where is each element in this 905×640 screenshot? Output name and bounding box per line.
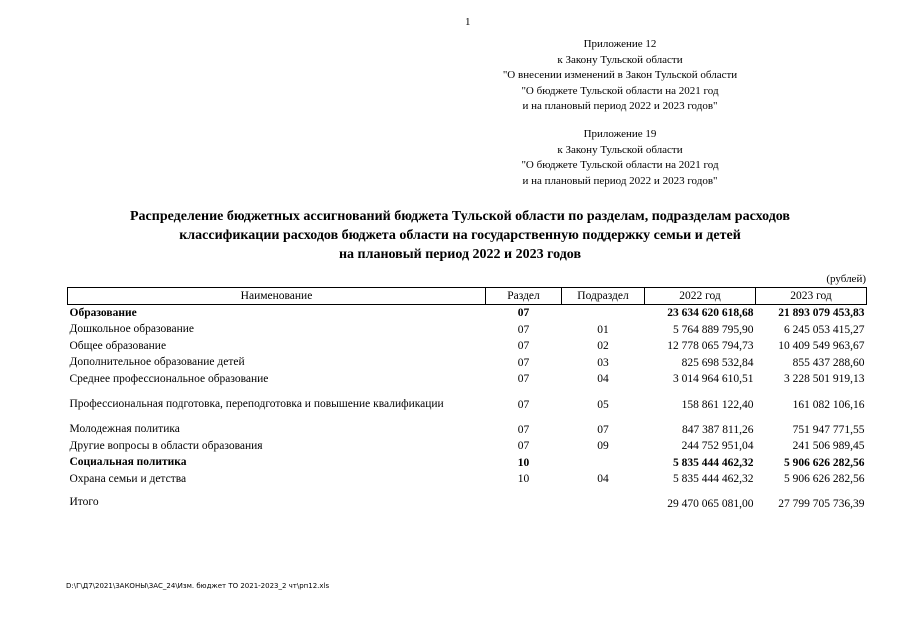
annex-line: Приложение 12 xyxy=(583,38,657,50)
annex-line: "О бюджете Тульской области на 2021 год xyxy=(521,159,719,171)
table-header-row xyxy=(68,288,867,305)
header-year-2023: 2023 год xyxy=(756,288,867,305)
row-subsection xyxy=(562,455,645,472)
row-amount-2022: 825 698 532,84 xyxy=(681,356,754,369)
table-row xyxy=(68,388,867,422)
annex-line: к Закону Тульской области xyxy=(557,143,683,156)
row-name: Другие вопросы в области образования xyxy=(69,439,263,452)
row-amount-2023: 855 437 288,60 xyxy=(792,356,865,369)
row-amount-2022: 23 634 620 618,68 xyxy=(667,307,754,320)
row-section: 10 xyxy=(517,473,530,486)
row-section: 07 xyxy=(517,340,530,353)
total-amount-2023: 27 799 705 736,39 xyxy=(778,497,865,510)
table-row xyxy=(68,438,867,455)
row-amount-2023: 5 906 626 282,56 xyxy=(784,456,865,469)
table-row xyxy=(68,371,867,388)
row-name: Социальная политика xyxy=(69,456,187,469)
title-line: классификации расходов бюджета области на государственную поддержку семьи и детей xyxy=(179,228,741,243)
title-line: Распределение бюджетных ассигнований бюджета Тульской области по разделам, подразделам расходов xyxy=(130,209,790,224)
budget-table xyxy=(67,287,867,510)
row-section: 07 xyxy=(517,398,530,411)
header-subsection: Подраздел xyxy=(562,288,645,305)
table-total-row xyxy=(68,488,867,510)
row-amount-2023: 241 506 989,45 xyxy=(792,440,865,453)
table-row xyxy=(68,471,867,488)
annex-line: "О бюджете Тульской области на 2021 год xyxy=(521,84,719,97)
total-amount-2022: 29 470 065 081,00 xyxy=(667,497,754,510)
total-label: Итого xyxy=(69,495,99,508)
row-name: Образование xyxy=(69,306,137,319)
row-amount-2022: 5 835 444 462,32 xyxy=(673,456,754,469)
annex-12-header xyxy=(470,37,770,115)
row-name: Молодежная политика xyxy=(69,423,180,436)
row-name: Среднее профессиональное образование xyxy=(69,372,269,385)
units-label: (рублей) xyxy=(826,273,866,285)
row-amount-2022: 847 387 811,26 xyxy=(682,423,754,436)
row-amount-2023: 3 228 501 919,13 xyxy=(784,373,865,386)
row-subsection: 01 xyxy=(597,323,609,336)
annex-line: к Закону Тульской области xyxy=(557,53,683,66)
annex-line: и на плановый период 2022 и 2023 годов" xyxy=(522,174,718,187)
row-amount-2022: 5 835 444 462,32 xyxy=(673,473,754,486)
row-name: Профессиональная подготовка, переподготовка и повышение квалификации xyxy=(69,398,444,410)
row-name: Общее образование xyxy=(69,339,167,352)
row-section: 07 xyxy=(517,323,530,336)
annex-line: и на плановый период 2022 и 2023 годов" xyxy=(522,100,718,112)
row-subsection: 04 xyxy=(597,373,609,386)
row-section: 07 xyxy=(517,307,530,320)
header-name: Наименование xyxy=(68,288,486,305)
row-subsection: 09 xyxy=(597,440,609,453)
row-amount-2022: 3 014 964 610,51 xyxy=(673,373,754,386)
table-row xyxy=(68,338,867,355)
annex-line: Приложение 19 xyxy=(583,128,657,140)
row-amount-2023: 5 906 626 282,56 xyxy=(784,473,865,486)
table-row xyxy=(68,305,867,322)
table-row xyxy=(68,322,867,339)
row-subsection: 05 xyxy=(597,398,609,411)
row-subsection: 04 xyxy=(597,473,609,486)
page-number-mark: 1 xyxy=(465,16,471,28)
row-section: 07 xyxy=(517,373,530,386)
annex-line: "О внесении изменений в Закон Тульской области xyxy=(502,69,738,81)
document-title xyxy=(80,207,840,264)
row-amount-2023: 10 409 549 963,67 xyxy=(778,340,865,353)
file-path-footer: D:\Г\Д7\2021\ЗАКОНЫ\ЗАС_24\Изм. бюджет ТО 2021-2023_2 чт\рп12.xls xyxy=(66,582,330,590)
row-amount-2022: 5 764 889 795,90 xyxy=(673,323,754,336)
header-section: Раздел xyxy=(486,288,562,305)
row-amount-2022: 12 778 065 794,73 xyxy=(667,340,754,353)
row-amount-2022: 244 752 951,04 xyxy=(681,440,754,453)
row-amount-2022: 158 861 122,40 xyxy=(681,398,754,411)
annex-19-header xyxy=(470,127,770,189)
row-amount-2023: 6 245 053 415,27 xyxy=(784,323,865,336)
row-name: Дошкольное образование xyxy=(69,323,195,336)
row-subsection: 07 xyxy=(597,423,609,436)
table-row xyxy=(68,455,867,472)
row-subsection: 02 xyxy=(597,340,609,353)
total-section-empty xyxy=(486,488,562,510)
header-year-2022: 2022 год xyxy=(645,288,756,305)
row-amount-2023: 751 947 771,55 xyxy=(792,423,865,436)
row-subsection xyxy=(562,305,645,322)
row-name: Охрана семьи и детства xyxy=(69,472,187,485)
row-section: 07 xyxy=(517,423,530,436)
row-section: 07 xyxy=(517,440,530,453)
row-subsection: 03 xyxy=(597,356,609,369)
table-row xyxy=(68,422,867,439)
total-subsection-empty xyxy=(562,488,645,510)
row-amount-2023: 21 893 079 453,83 xyxy=(778,307,865,320)
row-section: 07 xyxy=(517,356,530,369)
row-amount-2023: 161 082 106,16 xyxy=(792,398,865,411)
table-row xyxy=(68,355,867,372)
row-section: 10 xyxy=(517,456,530,469)
row-name: Дополнительное образование детей xyxy=(69,356,245,369)
title-line: на плановый период 2022 и 2023 годов xyxy=(338,247,582,262)
